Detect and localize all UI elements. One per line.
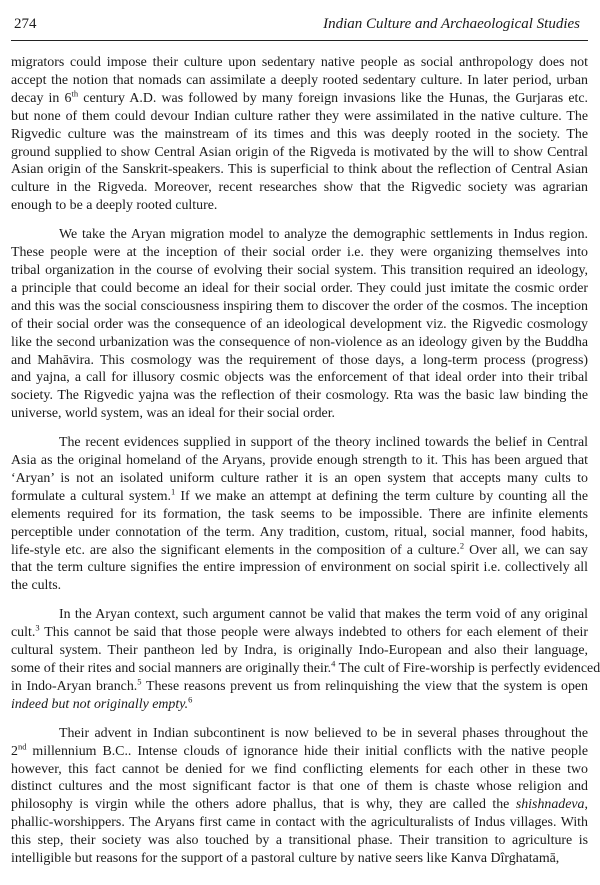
- text-line: in Indo-Aryan branch.$^5$ These reasons prevent us from relinquishing the view that the system is open: [11, 676, 588, 694]
- page-header: [11, 12, 588, 41]
- paragraph: [11, 434, 588, 595]
- text-line: and this was the social consciousness inspiring them to discover the order of the cosmos. The inception: [11, 298, 588, 314]
- text-line: Their advent in Indian subcontinent is now believed to be in several phases throughout the: [59, 725, 588, 741]
- text-line: philosophy is virgin while the others adore phallus, that is why, they are called the shishnadeva,: [11, 797, 588, 813]
- text-line: ground supplied to show Central Asian origin of the Rigveda is motivated by the will to show Central: [11, 144, 588, 160]
- text-line: We take the Aryan migration model to analyze the demographic settlements in Indus region.: [59, 227, 588, 243]
- text-line: indeed but not originally empty.$^6$: [11, 694, 193, 712]
- text-line: Asia as the original homeland of the Aryans, provide enough strength to it. This has been argued that: [11, 453, 588, 469]
- text-line: however, this fact cannot be denied for we find conflicting elements for each other in these two: [11, 761, 588, 777]
- text-line: formulate a cultural system.$^1$ If we make an attempt at defining the term culture by counting all the: [11, 486, 589, 504]
- text-line: this step, their society was also touched by a transitional phase. Their transition to agriculture is: [11, 833, 588, 849]
- body-text: [11, 54, 600, 868]
- text-line: enough to be a deeply rooted culture.: [11, 198, 218, 214]
- text-line: These people were at the inception of their social order i.e. they were organizing themselves into: [11, 245, 588, 261]
- text-line: of their social order was the consequence of an ideological development viz. the Rigvedic cosmology: [11, 316, 588, 332]
- text-line: elements required for its formation, the task seems to be impossible. There are infinite elements: [11, 506, 588, 522]
- text-line: a principle that could become an ideal for their social order. They could just imitate the cosmic order: [11, 280, 588, 296]
- text-line: intelligible but reasons for the support of a pastoral culture by native seers like Kanva Dîrghatamā,: [11, 851, 560, 867]
- text-line: In the Aryan context, such argument cannot be valid that makes the term void of any original: [59, 607, 588, 623]
- text-line: and Mahāvira. This cosmology was the requirement of those days, a long-term process (progress): [11, 352, 588, 368]
- text-line: decay in 6th century A.D. was followed by many foreign invasions like the Hunas, the Gurjaras etc.: [11, 88, 588, 106]
- text-line: some of their rites and social manners are originally their.$^4$ The cult of Fire-worship is perfectly evidenced: [11, 658, 600, 676]
- text-line: that the term culture signifies the entire impression of environment on social spirit i.e. collectively all: [11, 560, 588, 576]
- text-line: migrators could impose their culture upon sedentary native people as social anthropology does not: [11, 55, 588, 70]
- text-line: Rigvedic culture was the mainstream of its times and this was deeply rooted in the society. The: [11, 126, 588, 142]
- text-line: like the second urbanization was the consequence of non-violence as an ideology given by the Buddha: [11, 334, 588, 350]
- text-line: society. The Rigvedic yajna was the reflection of their cosmology. Rta was the basic law binding the: [11, 388, 588, 404]
- text-line: distinct cultures and the most significant factor is that one of them is chaste whose religion and: [11, 779, 588, 795]
- text-line: life-style etc. are also the significant elements in the composition of a culture.$^2$ Over all, we can say: [11, 539, 588, 558]
- text-line: ‘Aryan’ is not an isolated uniform culture rather it is an open system that accepts many cults to: [11, 470, 588, 486]
- text-line: The recent evidences supplied in support of the theory inclined towards the belief in Central: [59, 435, 588, 451]
- text-line: 2nd millennium B.C.. Intense clouds of ignorance hide their initial conflicts with the native people: [11, 741, 588, 759]
- text-line: universe, world system, was an ideal for their social order.: [11, 406, 336, 422]
- page-number: 274: [14, 16, 37, 32]
- text-line: cult.$^3$ This cannot be said that those people were always indebted to others for each element of their: [11, 622, 588, 641]
- paragraph: [11, 54, 588, 215]
- paragraph: [11, 226, 588, 423]
- text-line: the cults.: [11, 578, 62, 594]
- text-line: tribal organization in the course of evolving their social system. This transition required an ideology,: [11, 262, 588, 278]
- text-line: and yajna, a call for illusory cosmic objects was the enforcement of that ideal order into their tribal: [11, 370, 588, 386]
- paragraph: [11, 725, 588, 868]
- text-line: accept the notion that nomads can assimilate a deeply rooted sedentary culture. In later period, urban: [11, 72, 588, 88]
- text-line: phallic-worshippers. The Aryans first came in contact with the agriculturalists of Indus villages. With: [11, 815, 588, 831]
- text-line: culture in the Rigveda. Moreover, recent researches show that the Rigvedic society was agrarian: [11, 180, 588, 196]
- text-line: Asian origin of the Sanskrit-speakers. This is superficial to think about the reflection of Central Asian: [11, 162, 588, 178]
- running-title: Indian Culture and Archaeological Studies: [323, 16, 580, 32]
- text-line: but none of them could devour Indian culture rather they were assimilated in the native culture. The: [11, 108, 588, 124]
- text-line: cultural system. Their pantheon led by Indra, is originally Indo-European and also their language,: [11, 643, 588, 659]
- text-line: perceptible under connotation of the term. Any tradition, custom, ritual, social manner, food habits,: [11, 524, 588, 540]
- paragraph: [11, 606, 600, 713]
